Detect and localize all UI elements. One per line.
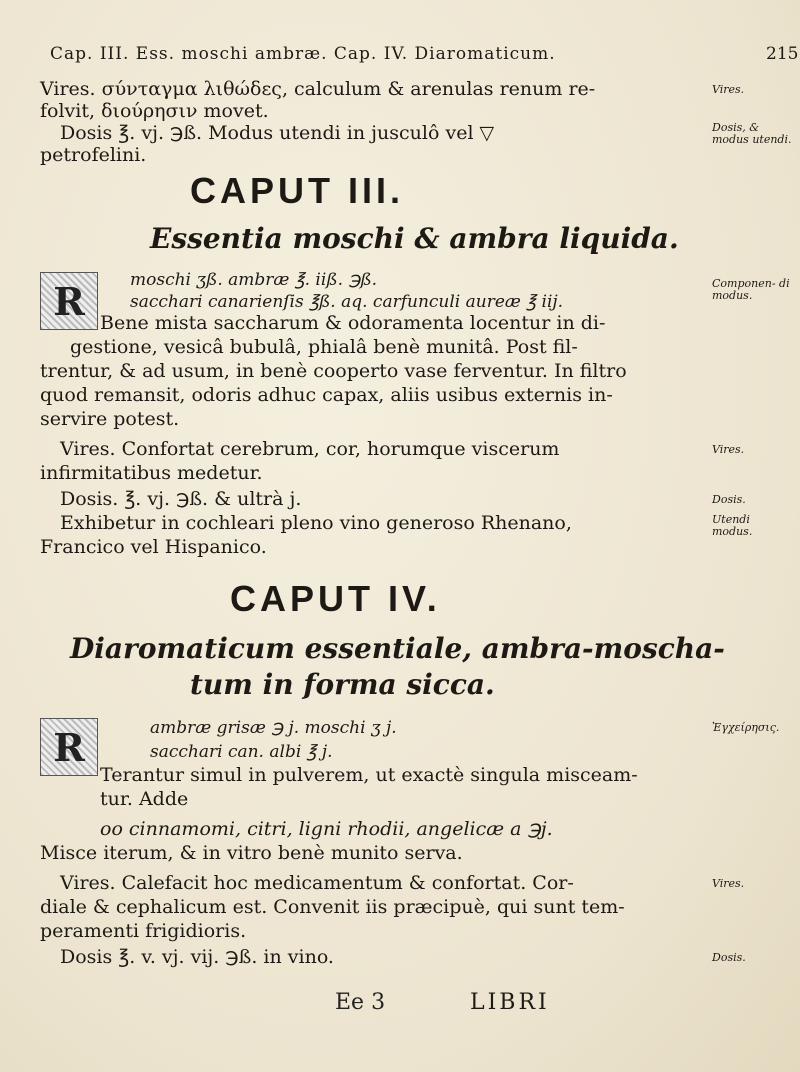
recipe-line: sacchari can. albi ℥ j. — [150, 742, 333, 762]
text-line: Vires. Calefacit hoc medicamentum & confortat. Cor- — [60, 872, 574, 894]
chapter-heading: CAPUT III. — [190, 170, 405, 211]
margin-note: Dosis. — [712, 951, 746, 964]
section-title: tum in forma sicca. — [190, 668, 495, 701]
margin-note: Vires. — [712, 877, 745, 890]
text-line: Vires. σύνταγμα λιθώδες, calculum & arenulas renum re- — [40, 78, 596, 100]
text-line: Francico vel Hispanico. — [40, 536, 267, 558]
margin-note: Utendi modus. — [712, 513, 753, 538]
text-line: quod remansit, odoris adhuc capax, aliis usibus externis in- — [40, 384, 613, 406]
margin-note: Dosis. — [712, 493, 746, 506]
decorated-initial: R — [40, 718, 98, 776]
catchword: LIBRI — [470, 990, 550, 1015]
text-line: Bene mista saccharum & odoramenta locentur in di- — [100, 312, 606, 334]
chapter-heading: CAPUT IV. — [230, 578, 441, 619]
margin-note: Ἐγχείρησις. — [712, 721, 780, 734]
text-line: Terantur simul in pulverem, ut exactè singula misceam- — [100, 764, 638, 786]
text-line: folvit, διούρησιν movet. — [40, 100, 269, 122]
text-line: Exhibetur in cochleari pleno vino generoso Rhenano, — [60, 512, 572, 534]
text-line: Dosis ℥. v. vj. vij. ℈ß. in vino. — [60, 946, 334, 968]
signature-mark: Ee 3 — [335, 990, 386, 1015]
margin-note: Dosis, & modus utendi. — [712, 121, 792, 146]
text-line: peramenti frigidioris. — [40, 920, 247, 942]
text-line: Vires. Confortat cerebrum, cor, horumque viscerum — [60, 438, 560, 460]
text-line: gestione, vesicâ bubulâ, phialâ benè munitâ. Post fil- — [70, 336, 578, 358]
running-header: Cap. III. Ess. moschi ambræ. Cap. IV. Diaromaticum. — [50, 44, 556, 64]
page-number: 215 — [766, 44, 799, 64]
text-line: diale & cephalicum est. Convenit iis præcipuè, qui sunt tem- — [40, 896, 625, 918]
section-title: Essentia moschi & ambra liquida. — [150, 222, 679, 255]
text-line: Dosis. ℥. vj. ℈ß. & ultrà j. — [60, 488, 302, 510]
text-line: tur. Adde — [100, 788, 189, 810]
margin-note: Componen- di modus. — [712, 277, 790, 302]
text-line: oo cinnamomi, citri, ligni rhodii, angelicæ a ℈j. — [100, 818, 553, 840]
recipe-line: moschi ʒß. ambræ ℥. iiß. ℈ß. — [130, 270, 378, 290]
margin-note: Vires. — [712, 83, 745, 96]
recipe-line: ambræ grisæ ℈ j. moschi ʒ j. — [150, 718, 397, 738]
recipe-line: sacchari canarienſis ℥ß. aq. carfunculi aureæ ℥ iij. — [130, 292, 564, 312]
text-line: Dosis ℥. vj. ℈ß. Modus utendi in jusculô vel ▽ — [60, 122, 495, 144]
text-line: servire potest. — [40, 408, 180, 430]
text-line: petrofelini. — [40, 144, 147, 166]
decorated-initial: R — [40, 272, 98, 330]
margin-note: Vires. — [712, 443, 745, 456]
text-line: trentur, & ad usum, in benè cooperto vase ferventur. In filtro — [40, 360, 627, 382]
section-title: Diaromaticum essentiale, ambra-moscha- — [70, 632, 725, 665]
text-line: Misce iterum, & in vitro benè munito serva. — [40, 842, 463, 864]
text-line: infirmitatibus medetur. — [40, 462, 263, 484]
